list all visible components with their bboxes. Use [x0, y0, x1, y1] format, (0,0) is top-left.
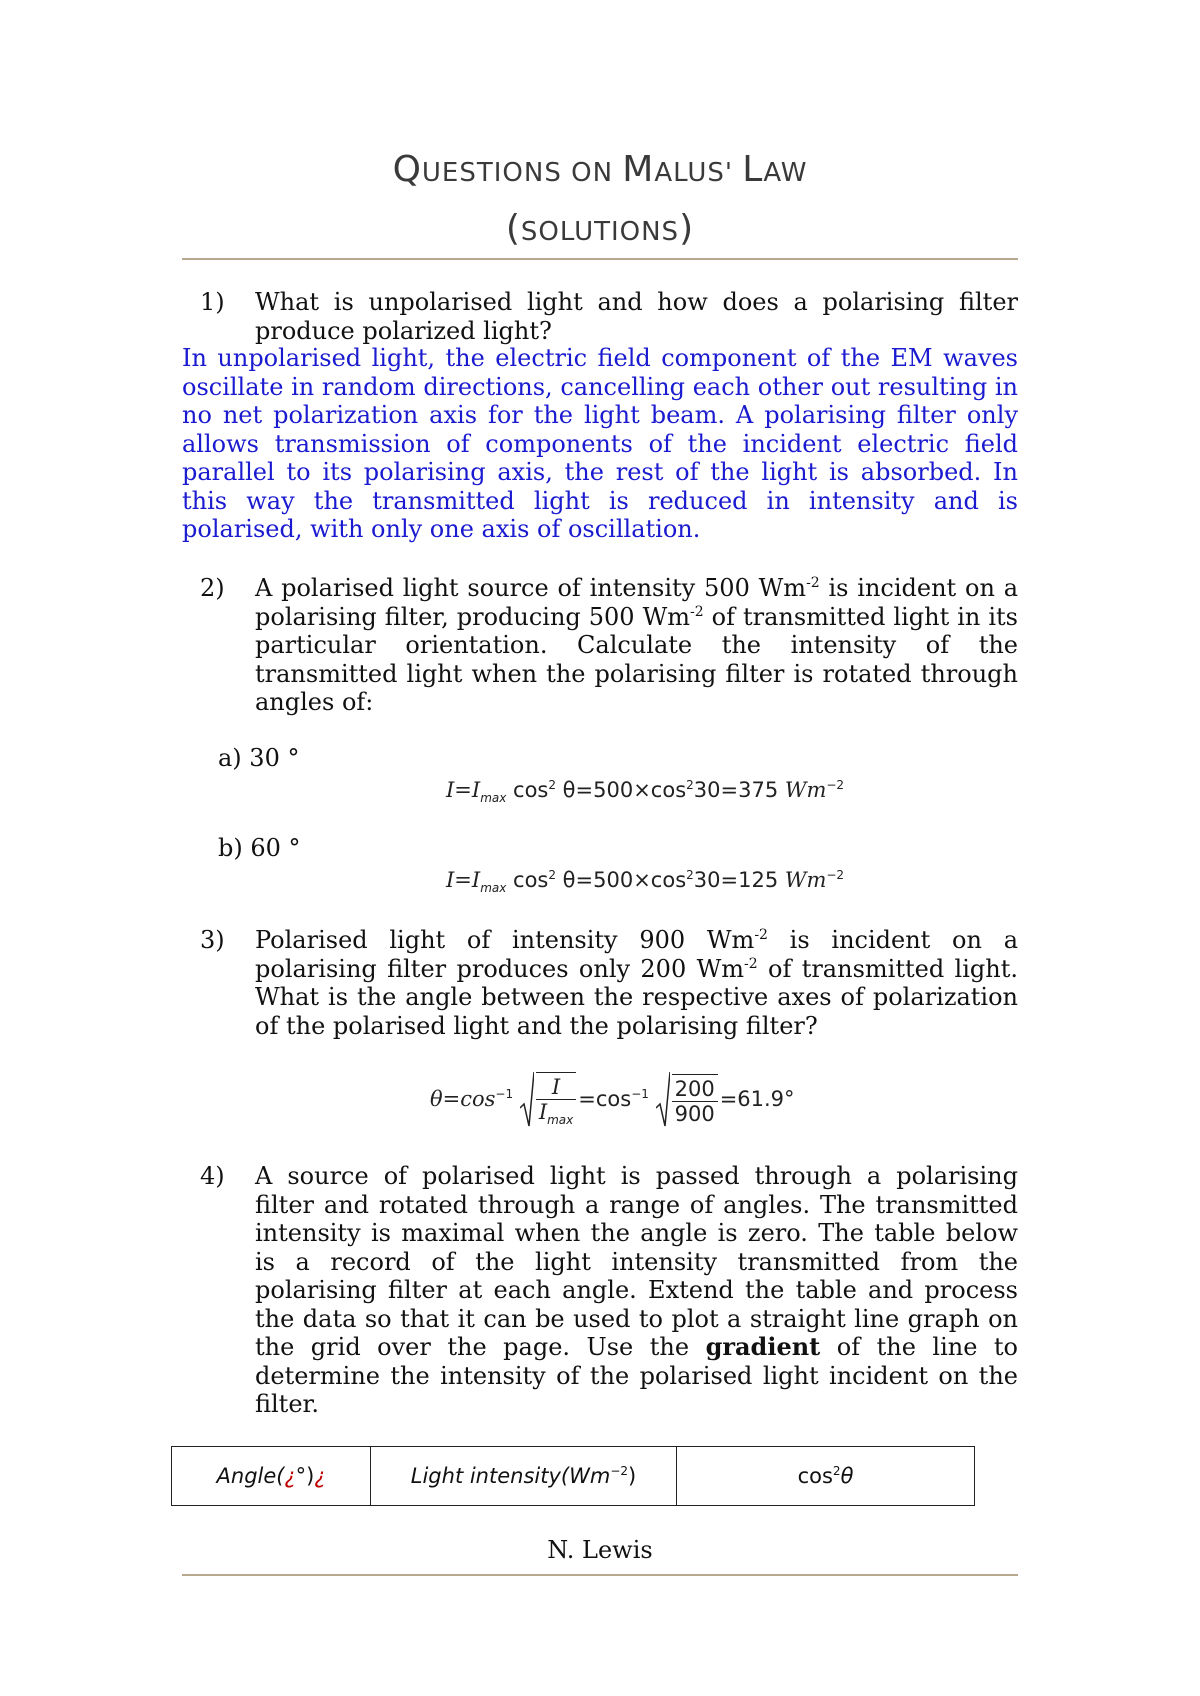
part-b-label: b) 60 °: [218, 834, 301, 862]
question-4: [200, 1162, 1018, 1419]
equation-q3: $\theta=\cos^{-1}$ $\frac{I}{I_{max}}$ $=\cos^{-1}$ $\frac{200}{900}$ =61.9°: [430, 1070, 795, 1130]
title-divider: [182, 258, 1018, 260]
table-header-row: [172, 1447, 975, 1506]
answer-1: In unpolarised light, the electric field component of the EM waves oscillate in random directions, cancelling each other out resulting in no net polarization axis for the light beam. A polarising filter only allows transmission of components of the incident electric field parallel to its polarising axis, the rest of the light is absorbed. In this way the transmitted light is reduced in intensity and is polarised, with only one axis of oscillation.: [182, 344, 1018, 543]
question-number: 1): [200, 288, 225, 316]
part-a-label: a) 30 °: [218, 744, 300, 772]
equation-part-b: $I=I_{max}$ $\cos^2 \theta=500\times\cos^230=125$ $Wm^{-2}$: [446, 868, 845, 896]
title-line-1: QUESTIONS ON MALUS' LAW: [392, 149, 808, 190]
radical-sign: [656, 1070, 670, 1130]
question-text: A source of polarised light is passed through a polarising filter and rotated through a range of angles. The transmitted intensity is maximal when the angle is zero. The table below is a record of the light intensity transmitted from the polarising filter at each angle. Extend the table and process the data so that it can be used to plot a straight line graph on the grid over the page. Use the gradient of the line to determine the intensity of the polarised light incident on the filter.: [255, 1162, 1018, 1418]
header-angle: Angle(¿°)¿: [172, 1447, 371, 1506]
radical-sign: [520, 1070, 534, 1130]
sqrt-expression-1: $\frac{I}{I_{max}}$: [520, 1070, 578, 1130]
page-title: [182, 142, 1018, 260]
question-number: 2): [200, 574, 225, 602]
title-line-2: (SOLUTIONS): [505, 208, 695, 249]
footer-author: N. Lewis: [547, 1536, 653, 1564]
question-2: [200, 574, 1018, 717]
equation-part-a: $I=I_{max}$ $\cos^2 \theta=500\times\cos^230=375$ $Wm^{-2}$: [446, 778, 845, 806]
sqrt-expression-2: $\frac{200}{900}$: [656, 1070, 720, 1130]
question-text: What is unpolarised light and how does a polarising filter produce polarized light?: [255, 288, 1018, 345]
question-1: [200, 288, 1018, 345]
footer-divider: [182, 1574, 1018, 1576]
question-3: [200, 926, 1018, 1040]
header-cos-squared: $\cos^2\theta$: [677, 1447, 975, 1506]
data-table: [171, 1446, 975, 1506]
header-light-intensity: Light $intensity(Wm^{-2})$: [371, 1447, 677, 1506]
question-text: Polarised light of intensity 900 $Wm^{-2}$ is incident on a polarising filter produces only 200 $Wm^{-2}$ of transmitted light. What is the angle between the respective axes of polarization of the polarised light and the polarising filter?: [255, 926, 1018, 1040]
question-number: 4): [200, 1162, 225, 1190]
question-number: 3): [200, 926, 225, 954]
question-text: A polarised light source of intensity 500 $Wm^{-2}$ is incident on a polarising filter, producing 500 $Wm^{-2}$ of transmitted light in its particular orientation. Calculate the intensity of the transmitted light when the polarising filter is rotated through angles of:: [255, 574, 1018, 716]
